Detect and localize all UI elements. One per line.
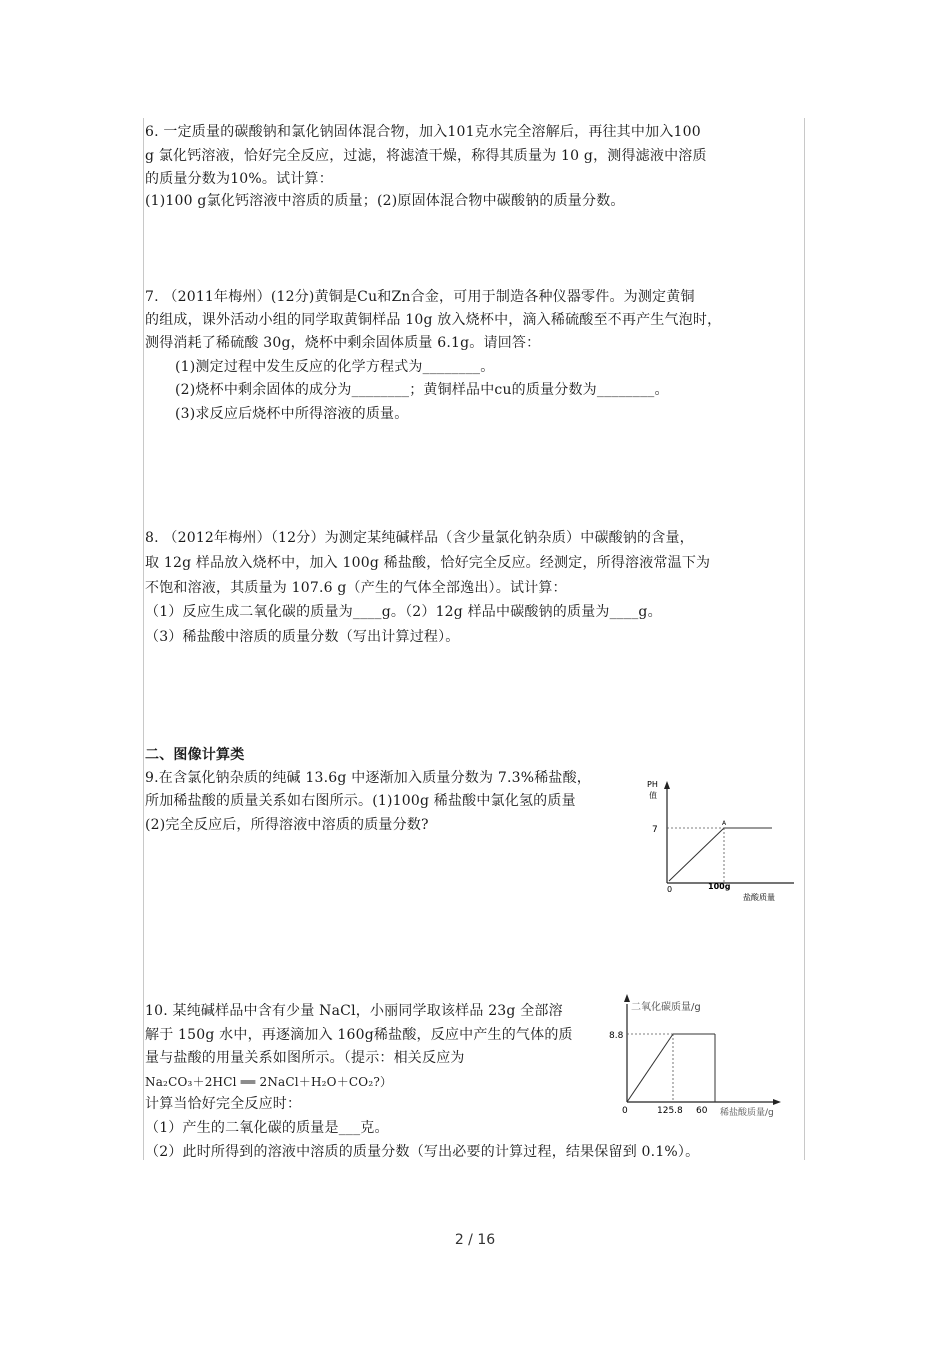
q6-line-1: 6. 一定质量的碳酸钠和氯化钠固体混合物，加入101克水完全溶解后，再往其中加入100 (145, 124, 701, 140)
q10-y-arrow (624, 994, 630, 1002)
q10-line-7: （2）此时所得到的溶液中溶质的质量分数（写出必要的计算过程，结果保留到 0.1%）。 (145, 1144, 700, 1160)
q7-line-3: 测得消耗了稀硫酸 30g，烧杯中剩余固体质量 6.1g。请回答： (145, 335, 541, 351)
q9-y-label-2: 值 (649, 791, 657, 800)
q10-x-label: 稀盐酸质量/g (720, 1108, 774, 1118)
q9-ph-graph (640, 775, 800, 905)
q10-equation: Na₂CO₃＋2HCl ══ 2NaCl＋H₂O＋CO₂?） (145, 1075, 393, 1089)
q10-x-tick-2: 60 (696, 1106, 708, 1116)
section-title: 二、图像计算类 (145, 747, 245, 763)
q10-line-6: （1）产生的二氧化碳的质量是___克。 (145, 1120, 389, 1136)
q6-line-2: g 氯化钙溶液，恰好完全反应，过滤，将滤渣干燥，称得其质量为 10 g，测得滤液中溶质 (145, 148, 707, 164)
q10-curve-rise (627, 1034, 673, 1102)
q6-line-4: (1)100 g氯化钙溶液中溶质的质量；(2)原固体混合物中碳酸钠的质量分数。 (145, 193, 625, 209)
q10-y-tick: 8.8 (609, 1031, 624, 1041)
q9-y-arrow (664, 781, 670, 789)
q9-x-label: 盐酸质量 (743, 893, 775, 902)
q9-line-2: 所加稀盐酸的质量关系如右图所示。(1)100g 稀盐酸中氯化氢的质量 (145, 793, 576, 809)
q9-line-3: (2)完全反应后，所得溶液中溶质的质量分数? (145, 817, 429, 833)
q7-line-1: 7. （2011年梅州）(12分)黄铜是Cu和Zn合金，可用于制造各种仪器零件。为测定黄铜 (145, 289, 695, 305)
q9-line-1: 9.在含氯化钠杂质的纯碱 13.6g 中逐渐加入质量分数为 7.3%稀盐酸， (145, 770, 592, 786)
q7-line-4: (1)测定过程中发生反应的化学方程式为________。 (175, 359, 495, 375)
q9-point-label: A (722, 820, 727, 827)
q10-co2-graph (605, 990, 803, 1120)
q10-line-3: 量与盐酸的用量关系如图所示。（提示：相关反应为 (145, 1050, 465, 1066)
q9-x-tick: 100g (708, 882, 731, 891)
q10-origin: 0 (622, 1106, 628, 1116)
q8-line-3: 不饱和溶液，其质量为 107.6 g（产生的气体全部逸出）。试计算： (145, 580, 567, 596)
q8-line-4: （1）反应生成二氧化碳的质量为____g。（2）12g 样品中碳酸钠的质量为____g。 (145, 604, 662, 620)
q10-y-label: 二氧化碳质量/g (631, 1002, 701, 1013)
q9-curve-rise (669, 828, 724, 881)
q7-line-5: (2)烧杯中剩余固体的成分为________；黄铜样品中cu的质量分数为________。 (175, 382, 669, 398)
q10-line-5: 计算当恰好完全反应时： (145, 1096, 302, 1112)
q6-line-3: 的质量分数为10%。试计算： (145, 171, 333, 187)
q9-y-label-1: PH (647, 780, 658, 789)
page-number: 2 / 16 (454, 1232, 496, 1248)
q8-line-5: （3）稀盐酸中溶质的质量分数（写出计算过程）。 (145, 629, 460, 645)
q10-line-1: 10. 某纯碱样品中含有少量 NaCl，小丽同学取该样品 23g 全部溶 (145, 1003, 563, 1019)
q9-origin: 0 (667, 885, 673, 894)
q9-y-tick: 7 (652, 825, 658, 835)
q8-line-2: 取 12g 样品放入烧杯中，加入 100g 稀盐酸，恰好完全反应。经测定，所得溶液常温下为 (145, 555, 711, 571)
q10-x-tick-1: 125.8 (657, 1106, 683, 1116)
q7-line-6: (3)求反应后烧杯中所得溶液的质量。 (175, 406, 409, 422)
q10-line-2: 解于 150g 水中，再逐滴加入 160g稀盐酸，反应中产生的气体的质 (145, 1027, 573, 1043)
q8-line-1: 8. （2012年梅州）（12分）为测定某纯碱样品（含少量氯化钠杂质）中碳酸钠的含量， (145, 530, 694, 546)
q7-line-2: 的组成，课外活动小组的同学取黄铜样品 10g 放入烧杯中，滴入稀硫酸至不再产生气泡时， (145, 312, 722, 328)
q10-x-arrow (773, 1099, 781, 1105)
